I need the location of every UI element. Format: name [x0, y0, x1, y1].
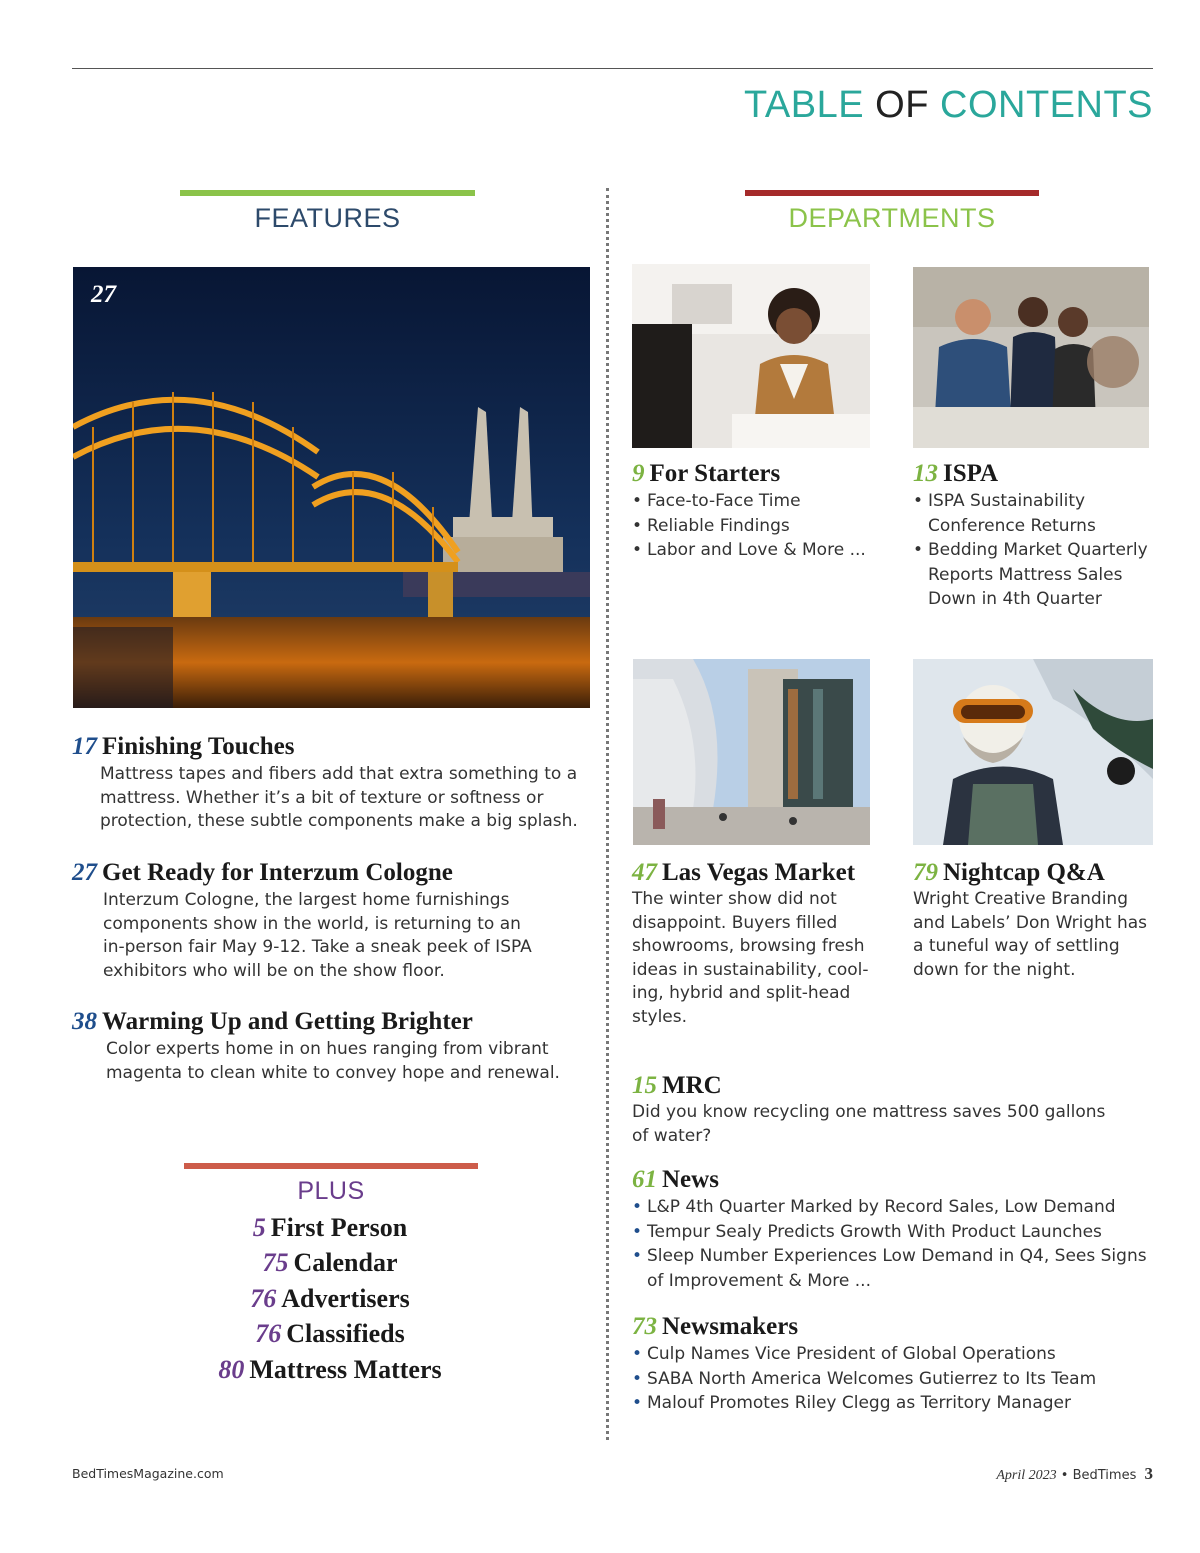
departments-heading: DEPARTMENTS: [788, 203, 996, 233]
plus-item[interactable]: [150, 1210, 510, 1245]
footer-website[interactable]: BedTimesMagazine.com: [72, 1466, 224, 1481]
department-description: The winter show did not disappoint. Buyers filled showrooms, browsing fresh ideas in sustainability, cool-ing, hybrid and split-head styles.: [632, 889, 869, 1027]
feature-description: Mattress tapes and fibers add that extra something to a mattress. Whether it’s a bit of texture or softness or protection, these subtle components make a big splash.: [100, 764, 578, 831]
department-entry-nightcap[interactable]: [913, 859, 1153, 982]
department-entry-news[interactable]: [632, 1166, 1152, 1293]
department-page-number: 61: [632, 1166, 657, 1193]
feature-title: Warming Up and Getting Brighter: [102, 1008, 473, 1035]
department-entry-for-starters[interactable]: [632, 460, 892, 563]
footer-magazine-name: BedTimes: [1072, 1468, 1137, 1483]
plus-page-number: 75: [262, 1248, 289, 1278]
plus-page-number: 76: [250, 1283, 277, 1313]
department-page-number: 15: [632, 1072, 657, 1099]
feature-entry[interactable]: [72, 733, 592, 834]
department-page-number: 73: [632, 1313, 657, 1340]
department-entry-ispa[interactable]: [913, 460, 1163, 612]
nightcap-photo[interactable]: [913, 659, 1153, 845]
plus-title: Advertisers: [281, 1283, 410, 1313]
feature-page-number: 27: [72, 859, 97, 886]
list-item: • ISPA Sustainability Conference Returns: [913, 489, 1163, 538]
plus-title: Calendar: [293, 1248, 398, 1278]
feature-title: Finishing Touches: [102, 733, 295, 760]
column-divider: [606, 188, 609, 1440]
department-title: Las Vegas Market: [662, 859, 856, 886]
department-bullet-list: [632, 1195, 1152, 1293]
feature-title: Get Ready for Interzum Cologne: [102, 859, 453, 886]
title-word-of: OF: [875, 84, 929, 126]
plus-page-number: 80: [218, 1354, 245, 1384]
department-bullet-list: [632, 489, 892, 563]
department-title: MRC: [662, 1072, 722, 1099]
department-bullet-list: [913, 489, 1163, 612]
departments-bar: [745, 190, 1039, 196]
list-item: • L&P 4th Quarter Marked by Record Sales, Low Demand: [632, 1195, 1152, 1220]
list-item: • Labor and Love & More ...: [632, 538, 892, 563]
top-rule: [72, 68, 1153, 69]
list-item: • Tempur Sealy Predicts Growth With Product Launches: [632, 1220, 1152, 1245]
feature-page-number: 38: [72, 1008, 97, 1035]
department-title: Newsmakers: [662, 1313, 799, 1340]
feature-description: Interzum Cologne, the largest home furnishings components show in the world, is returning to an in-person fair May 9-12. Take a sneak peek of ISPA exhibitors who will be on the show floor.: [103, 890, 532, 981]
plus-title: Mattress Matters: [249, 1354, 442, 1384]
las-vegas-photo[interactable]: [633, 659, 870, 845]
list-item: • Sleep Number Experiences Low Demand in Q4, Sees Signs of Improvement & More ...: [632, 1244, 1152, 1293]
plus-heading: PLUS: [297, 1177, 365, 1205]
features-heading: FEATURES: [254, 203, 401, 233]
feature-entry[interactable]: [72, 859, 542, 983]
department-entry-las-vegas[interactable]: [632, 859, 872, 1029]
plus-title: Classifieds: [286, 1319, 405, 1349]
footer-issue-date: April 2023: [996, 1468, 1057, 1483]
feature-description: Color experts home in on hues ranging from vibrant magenta to clean white to convey hope and renewal.: [106, 1039, 560, 1083]
list-item: • SABA North America Welcomes Gutierrez to Its Team: [632, 1367, 1152, 1392]
department-page-number: 9: [632, 460, 645, 487]
department-bullet-list: [632, 1342, 1152, 1416]
page-title: [744, 84, 1153, 127]
plus-item[interactable]: [150, 1245, 510, 1280]
department-entry-newsmakers[interactable]: [632, 1313, 1152, 1416]
plus-page-number: 5: [252, 1213, 266, 1242]
feature-page-number: 17: [72, 733, 97, 760]
for-starters-photo[interactable]: [632, 264, 870, 448]
department-description: Did you know recycling one mattress saves 500 gallons of water?: [632, 1102, 1106, 1146]
plus-title: First Person: [270, 1213, 408, 1242]
features-bar: [180, 190, 475, 196]
list-item: • Malouf Promotes Riley Clegg as Territory Manager: [632, 1391, 1152, 1416]
ispa-photo[interactable]: [913, 267, 1149, 448]
list-item: • Culp Names Vice President of Global Operations: [632, 1342, 1152, 1367]
department-title: ISPA: [943, 460, 999, 487]
title-word-contents: CONTENTS: [940, 84, 1153, 126]
department-page-number: 47: [632, 859, 657, 886]
department-title: Nightcap Q&A: [943, 859, 1105, 886]
cologne-bridge-photo[interactable]: [73, 267, 590, 708]
department-description: Wright Creative Branding and Labels’ Don Wright has a tuneful way of settling down for the night.: [913, 889, 1148, 980]
plus-item[interactable]: [150, 1316, 510, 1351]
plus-item[interactable]: [150, 1352, 510, 1387]
department-title: News: [662, 1166, 719, 1193]
footer-separator: •: [1060, 1468, 1069, 1483]
department-entry-mrc[interactable]: [632, 1072, 1112, 1148]
list-item: • Face-to-Face Time: [632, 489, 892, 514]
department-page-number: 13: [913, 460, 938, 487]
title-word-table: TABLE: [744, 84, 865, 126]
plus-page-number: 76: [255, 1319, 282, 1349]
list-item: • Bedding Market Quarterly Reports Mattress Sales Down in 4th Quarter: [913, 538, 1163, 612]
feature-entry[interactable]: [72, 1008, 592, 1085]
footer-page-number: 3: [1144, 1464, 1153, 1483]
list-item: • Reliable Findings: [632, 514, 892, 539]
plus-item[interactable]: [150, 1281, 510, 1316]
plus-list: [150, 1210, 510, 1387]
department-page-number: 79: [913, 859, 938, 886]
footer-issue-info: [996, 1464, 1153, 1484]
plus-bar: [184, 1163, 478, 1169]
photo-page-number: 27: [91, 281, 116, 308]
department-title: For Starters: [649, 460, 781, 487]
